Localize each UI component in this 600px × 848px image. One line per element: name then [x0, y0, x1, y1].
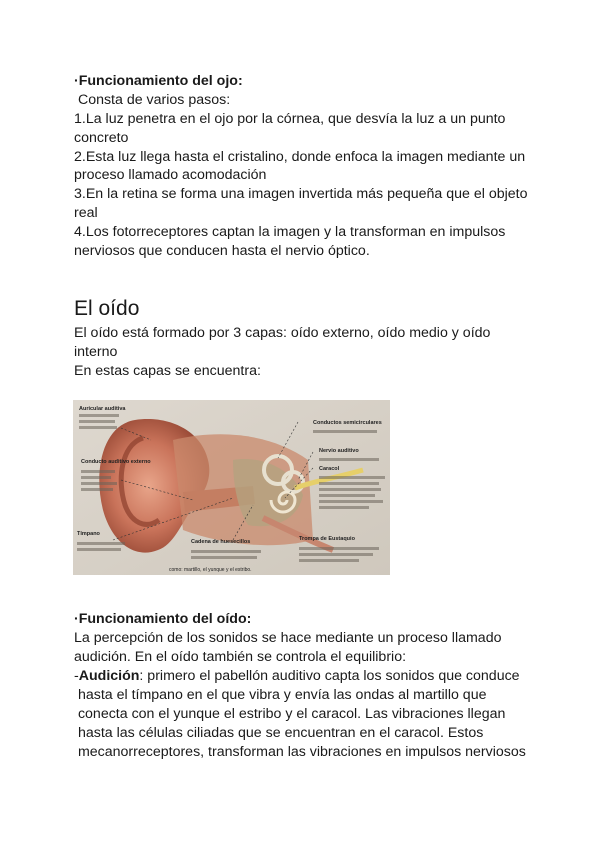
eye-line: 2.Esta luz llega hasta el cristalino, donde enfoca la imagen mediante un — [74, 149, 526, 165]
ear-title: El oído — [74, 297, 140, 320]
ear-function-line: La percepción de los sonidos se hace mediante un proceso llamado — [74, 630, 502, 646]
ear-function-heading: ·Funcionamiento del oído: — [74, 611, 252, 627]
eye-line: concreto — [74, 130, 129, 146]
ear-anatomy-image — [73, 400, 390, 575]
audicion-line — [74, 667, 520, 686]
eye-line: proceso llamado acomodación — [74, 167, 267, 183]
ear-line: En estas capas se encuentra: — [74, 363, 261, 379]
label-caracol: Caracol — [319, 466, 340, 472]
audicion-line: hasta las células ciliadas que se encuentran en el caracol. Estos — [74, 725, 484, 741]
label-cadena: Cadena de huesecillos — [191, 539, 251, 545]
eye-line: real — [74, 205, 98, 221]
eye-function-heading: ·Funcionamiento del ojo: — [74, 73, 243, 89]
label-auricular: Auricular auditiva — [79, 406, 126, 412]
audicion-line: mecanorreceptores, transforman las vibraciones en impulsos nerviosos — [74, 744, 526, 760]
label-timpano: Tímpano — [77, 531, 100, 537]
eye-line: 4.Los fotorreceptores captan la imagen y la transforman en impulsos — [74, 224, 506, 240]
audicion-line: conecta con el yunque el estribo y el caracol. Las vibraciones llegan — [74, 706, 506, 722]
label-trompa: Trompa de Eustaquio — [299, 536, 355, 542]
audicion-prefix: - — [74, 668, 79, 684]
eye-line: 3.En la retina se forma una imagen invertida más pequeña que el objeto — [74, 186, 528, 202]
label-conducto: Conducto auditivo externo — [81, 459, 151, 465]
label-cadena-desc: como: martillo, el yunque y el estribo. — [169, 567, 252, 573]
ear-line: interno — [74, 344, 118, 360]
label-nervio: Nervio auditivo — [319, 448, 359, 454]
audicion-line: hasta el tímpano en el que vibra y envía las ondas al martillo que — [74, 687, 487, 703]
audicion-label: Audición — [78, 668, 140, 684]
eye-line: nerviosos que conducen hasta el nervio óptico. — [74, 243, 370, 259]
eye-line: Consta de varios pasos: — [74, 92, 231, 108]
eye-line: 1.La luz penetra en el ojo por la córnea, que desvía la luz a un punto — [74, 111, 506, 127]
ear-line: El oído está formado por 3 capas: oído externo, oído medio y oído — [74, 325, 491, 341]
label-conductos: Conductos semicirculares — [313, 420, 382, 426]
audicion-text: : primero el pabellón auditivo capta los sonidos que conduce — [139, 668, 520, 684]
ear-function-line: audición. En el oído también se controla el equilibrio: — [74, 649, 407, 665]
